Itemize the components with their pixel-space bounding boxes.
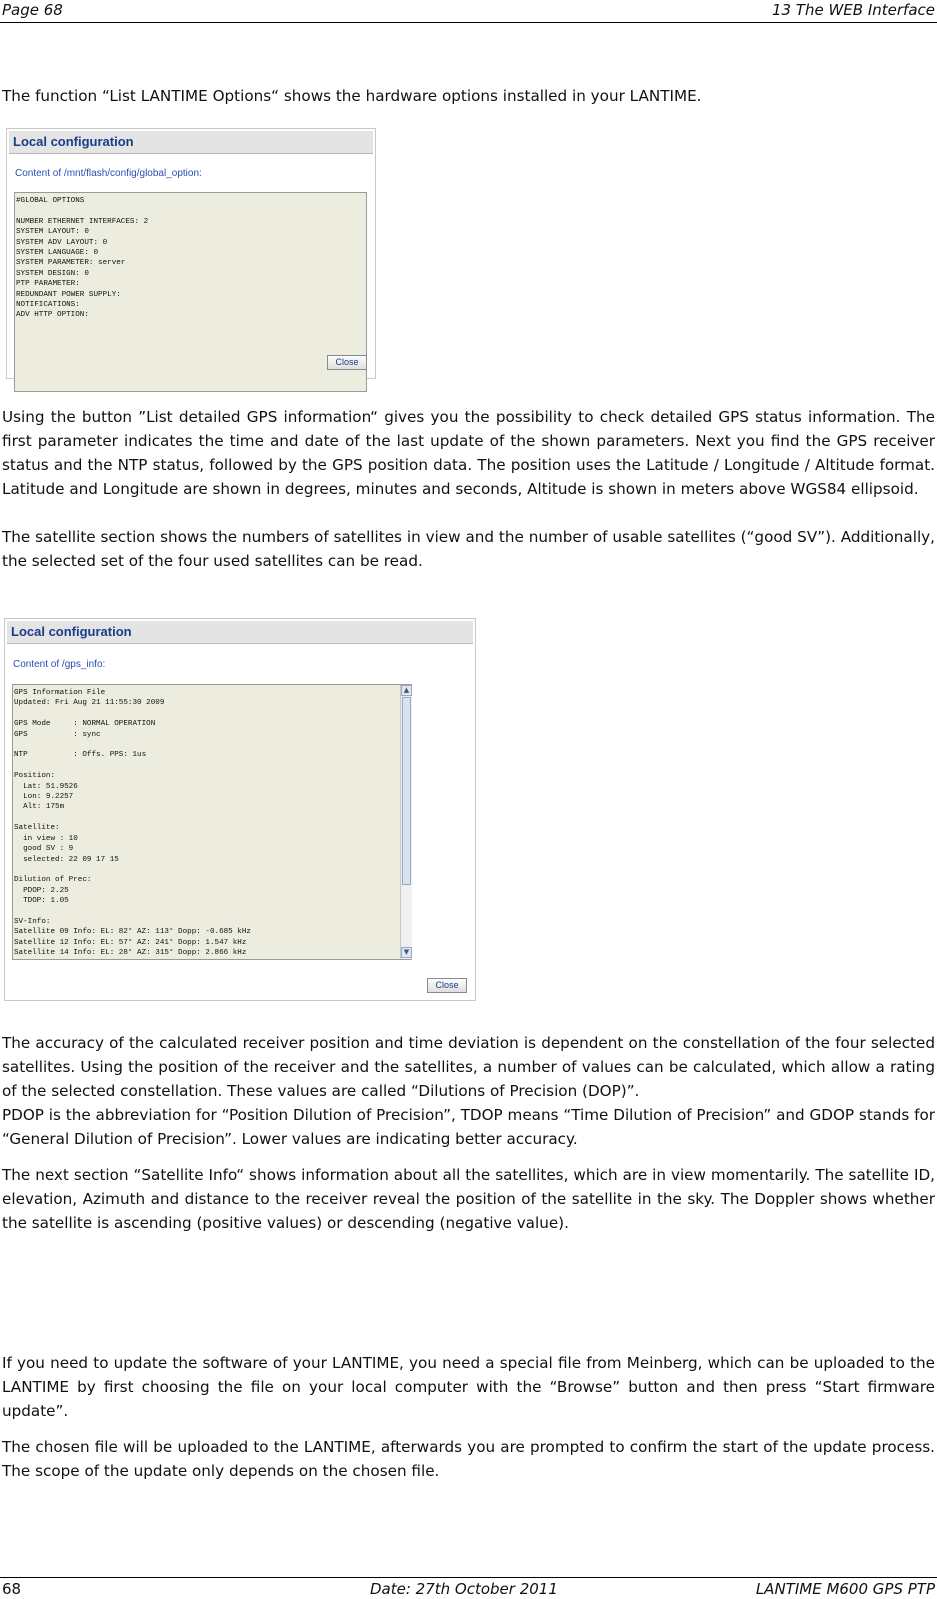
- paragraph-update: If you need to update the software of your LANTIME, you need a special file from Meinberg, which can be uploaded to the LANTIME by first choosing the file on your local computer with the “Browse” button and then press “Start firmware update”.: [2, 1354, 935, 1420]
- page-header: [0, 0, 937, 23]
- paragraph-list-options: The function “List LANTIME Options“ shows the hardware options installed in your LANTIME.: [2, 87, 702, 105]
- screenshot-global-options: [6, 128, 376, 379]
- header-chapter: 13 The WEB Interface: [771, 1, 935, 19]
- gps-content-box: [12, 684, 412, 960]
- paragraph-satellite-section: The satellite section shows the numbers of satellites in view and the number of usable satellites (“good SV”). Additionally, the selected set of the four used satellites can be read.: [2, 528, 935, 570]
- close-button[interactable]: Close: [327, 355, 367, 370]
- scroll-up-icon[interactable]: ▲: [401, 685, 412, 696]
- footer-date: Date: 27th October 2011: [370, 1580, 558, 1598]
- paragraph-satellite-info: The next section “Satellite Info“ shows information about all the satellites, which are in view momentarily. The satellite ID, elevation, Azimuth and distance to the receiver reveal the position of the satellite in the sky. The Doppler shows whether the satellite is ascending (positive values) or descending (negative value).: [2, 1166, 935, 1232]
- options-content: #GLOBAL OPTIONS NUMBER ETHERNET INTERFACES: 2 SYSTEM LAYOUT: 0 SYSTEM ADV LAYOUT: 0 SYSTEM LANGUAGE: 0 SYSTEM PARAMETER: server SYSTEM DESIGN: 0 PTP PARAMETER: REDUNDANT POWER SUPPLY: NOTIFICATIONS: ADV HTTP OPTION:: [16, 197, 149, 320]
- page-footer: [0, 1577, 937, 1599]
- panel-title: Local configuration: [9, 131, 373, 154]
- footer-product: LANTIME M600 GPS PTP: [755, 1580, 935, 1598]
- paragraph-accuracy: The accuracy of the calculated receiver position and time deviation is dependent on the constellation of the four selected satellites. Using the position of the receiver and the satellites, a number of values can be calculated, which allow a rating of the selected constellation. These values are called “Dilutions of Precision (DOP)”.: [2, 1034, 935, 1100]
- footer-page-number: 68: [2, 1580, 22, 1598]
- scrollbar-thumb[interactable]: [402, 697, 411, 885]
- scroll-down-icon[interactable]: ▼: [401, 947, 412, 958]
- options-content-box: [14, 192, 367, 392]
- screenshot-gps-info: [4, 618, 476, 1001]
- vertical-scrollbar[interactable]: [400, 685, 412, 959]
- header-page-number: Page 68: [2, 1, 63, 19]
- panel-title: Local configuration: [7, 621, 473, 644]
- paragraph-upload: The chosen file will be uploaded to the LANTIME, afterwards you are prompted to confirm the start of the update process. The scope of the update only depends on the chosen file.: [2, 1438, 935, 1480]
- paragraph-dop: PDOP is the abbreviation for “Position Dilution of Precision”, TDOP means “Time Dilution of Precision” and GDOP stands for “General Dilution of Precision”. Lower values are indicating better accuracy.: [2, 1106, 935, 1148]
- close-button[interactable]: Close: [427, 978, 467, 993]
- panel-subtitle: Content of /mnt/flash/config/global_option:: [15, 168, 202, 179]
- gps-content: GPS Information File Updated: Fri Aug 21 11:55:30 2009 GPS Mode : NORMAL OPERATION GPS : sync NTP : Offs. PPS: 1us Position: Lat: 51.9526 Lon: 9.2257 Alt: 175m Satellite: in view : 10 good SV : 9 selected: 22 09 17 15 Dilution of Prec: PDOP: 2.25 TDOP: 1.05 SV-Info: Satellite 09 Info: EL: 82° AZ: 113° Dopp: -0.685 kHz Satellite 12 Info: EL: 57° AZ: 241° Dopp: 1.547 kHz Satellite 14 Info: EL: 28° AZ: 315° Dopp: 2.866 kHz: [14, 689, 251, 958]
- panel-subtitle: Content of /gps_info:: [13, 659, 106, 670]
- paragraph-gps-info: Using the button ”List detailed GPS information“ gives you the possibility to check detailed GPS status information. The first parameter indicates the time and date of the last update of the shown parameters. Next you find the GPS receiver status and the NTP status, followed by the GPS position data. The position uses the Latitude / Longitude / Altitude format. Latitude and Longitude are shown in degrees, minutes and seconds, Altitude is shown in meters above WGS84 ellipsoid.: [2, 408, 935, 498]
